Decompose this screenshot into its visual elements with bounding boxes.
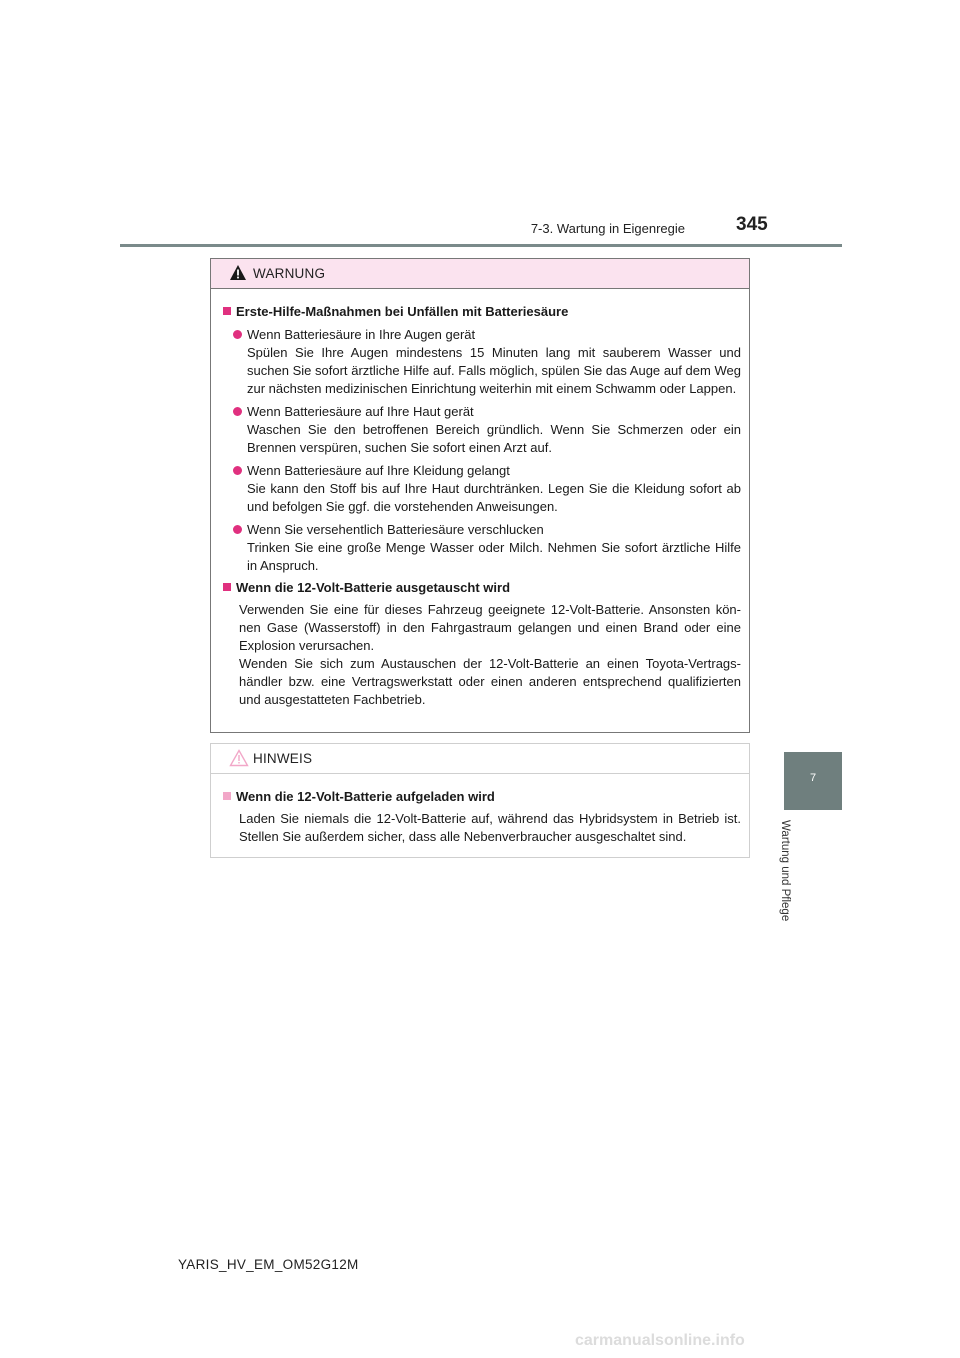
warning-header [211,259,749,289]
chapter-tab [784,752,842,810]
square-bullet-icon [223,583,231,591]
header-divider [120,244,842,247]
round-bullet-icon [233,466,242,475]
paragraph: Wenden Sie sich zum Austauschen der 12-Volt-Batterie an einen Toyota-Vertrags-händler bzw. eine Vertragswerkstatt oder einen anderen entsprechend qualifizierten und ausgestatteten Fachbetrieb. [239,656,741,707]
warning-triangle-icon [229,264,247,281]
list-item [231,403,741,457]
round-bullet-icon [233,330,242,339]
watermark: carmanualsonline.info [575,1332,745,1349]
document-code: YARIS_HV_EM_OM52G12M [178,1257,359,1272]
item-title: Wenn Batteriesäure in Ihre Augen gerät [247,327,476,342]
section-paragraphs [239,601,741,709]
item-title: Wenn Batteriesäure auf Ihre Kleidung gelangt [247,463,510,478]
list-item [231,521,741,575]
warning-section-heading: Wenn die 12-Volt-Batterie ausgetauscht wird [221,579,741,597]
warning-title: WARNUNG [253,266,326,281]
warning-section-heading: Erste-Hilfe-Maßnahmen bei Unfällen mit Batteriesäure [221,303,741,321]
section-title: 7-3. Wartung in Eigenregie [530,221,685,236]
notice-heading: Wenn die 12-Volt-Batterie aufgeladen wird [221,788,741,806]
chapter-title-vertical [779,820,811,940]
item-text: Waschen Sie den betroffenen Bereich gründlich. Wenn Sie Schmerzen oder ein Brennen verspüren, suchen Sie sofort einen Arzt auf. [247,422,741,455]
item-text: Spülen Sie Ihre Augen mindestens 15 Minuten lang mit sauberem Wasser und suchen Sie sofort ärztliche Hilfe auf. Falls möglich, spülen Sie das Auge auf dem Weg zur nächsten medizinischen Einrichtung weiterhin mit einem Schwamm oder Lappen. [247,345,741,396]
item-title: Wenn Sie versehentlich Batteriesäure verschlucken [247,522,544,537]
round-bullet-icon [233,525,242,534]
chapter-title: Wartung und Pflege [779,820,791,922]
warning-body [211,289,749,709]
item-text: Sie kann den Stoff bis auf Ihre Haut durchtränken. Legen Sie die Kleidung sofort ab und befolgen Sie ggf. die vorstehenden Anweisungen. [247,481,741,514]
notice-body [211,774,749,846]
warning-box [210,258,750,733]
notice-paragraph [239,810,741,846]
paragraph: Laden Sie niemals die 12-Volt-Batterie auf, während das Hybridsystem in Betrieb ist. Stellen Sie außerdem sicher, dass alle Nebenverbraucher ausgeschaltet sind. [239,811,741,844]
item-text: Trinken Sie eine große Menge Wasser oder Milch. Nehmen Sie sofort ärztliche Hilfe in Anspruch. [247,540,741,573]
notice-header [211,744,749,774]
caution-triangle-icon [229,749,249,767]
chapter-number: 7 [809,772,817,784]
square-bullet-icon [223,307,231,315]
paragraph: Verwenden Sie eine für dieses Fahrzeug geeignete 12-Volt-Batterie. Ansonsten kön-nen Gase (Wasserstoff) in den Fahrgastraum gelangen und einen Brand oder eine Explosion verursachen. [239,602,741,653]
item-title: Wenn Batteriesäure auf Ihre Haut gerät [247,404,474,419]
list-item [231,462,741,516]
page-number: 345 [736,214,768,235]
notice-box [210,743,750,858]
list-item [231,326,741,398]
round-bullet-icon [233,407,242,416]
notice-title: HINWEIS [253,751,313,766]
square-bullet-icon [223,792,231,800]
